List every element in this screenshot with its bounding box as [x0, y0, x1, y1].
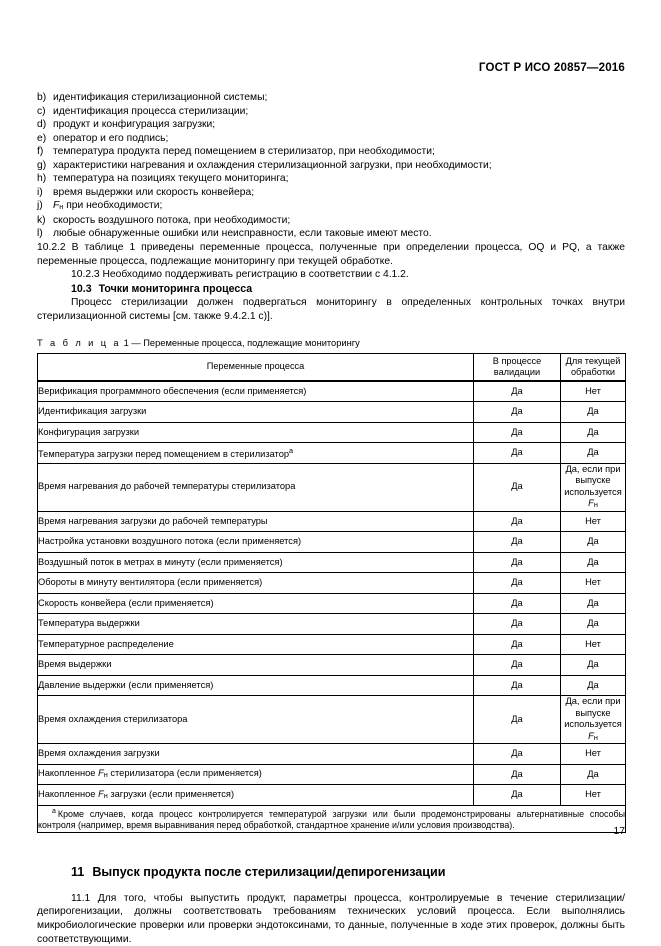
- variable-label: Скорость конвейера (если применяется): [38, 597, 214, 608]
- variable-label: Идентификация загрузки: [38, 406, 147, 417]
- variable-subscript: н: [59, 202, 64, 212]
- cell-routine-value: Да: [561, 443, 626, 464]
- cell-routine-value: Да: [561, 675, 626, 696]
- list-item-marker: i): [37, 186, 43, 198]
- footnote-reference: a: [289, 446, 294, 456]
- table-row: [38, 785, 626, 806]
- paragraph-10-2-2: 10.2.2 В таблице 1 приведены переменные процесса, полученные при определении процесса, OQ и PQ, а также переменные процесса, подлежащие мониторингу при текущей обработке.: [37, 242, 625, 267]
- cell-validation-value: Да: [474, 443, 561, 464]
- table-body: [38, 381, 626, 806]
- cell-routine-value: Нет: [561, 381, 626, 402]
- list-item-label: идентификация стерилизационной системы;: [53, 92, 268, 103]
- variable-label: Время нагревания загрузки до рабочей температуры: [38, 515, 268, 526]
- cell-validation-value: Да: [474, 785, 561, 806]
- table-row: [38, 422, 626, 443]
- list-item-marker: c): [37, 105, 46, 117]
- variable-subscript: н: [103, 770, 108, 780]
- table-row: [38, 381, 626, 402]
- table-footnote: [38, 805, 626, 832]
- cell-routine-value: Нет: [561, 573, 626, 594]
- list-item-label: температура продукта перед помещением в стерилизатор, при необходимости;: [53, 146, 435, 158]
- cell-validation-value: Да: [474, 764, 561, 785]
- table-header: [38, 353, 626, 381]
- cell-routine-value: Нет: [561, 785, 626, 806]
- list-item-label: скорость воздушного потока, при необходимости;: [53, 214, 291, 226]
- cell-routine-value: Нет: [561, 744, 626, 765]
- cell-validation-value: Да: [474, 511, 561, 532]
- list-item-marker: l): [37, 228, 43, 240]
- heading-10-3-number: 10.3: [71, 282, 92, 295]
- heading-10-3-text: Точки мониторинга процесса: [98, 282, 253, 295]
- process-variables-table: [37, 353, 626, 833]
- table-footnote-row: [38, 805, 626, 832]
- list-item-marker: f): [37, 146, 44, 158]
- cell-routine-value: Да: [561, 614, 626, 635]
- cell-variable-name: [38, 696, 474, 744]
- variable-label: Время нагревания до рабочей температуры стерилизатора: [38, 481, 296, 492]
- list-item-marker: k): [37, 214, 46, 226]
- cell-variable-name: [38, 443, 474, 464]
- routine-value-text: Да, если при выпуске используется: [564, 696, 622, 730]
- table-caption-text: Переменные процесса, подлежащие мониторингу: [143, 337, 360, 348]
- variable-label: Воздушный поток в метрах в минуту (если применяется): [38, 556, 283, 567]
- list-item: [37, 199, 625, 214]
- table-row: [38, 552, 626, 573]
- cell-routine-value: [561, 696, 626, 744]
- standard-header: ГОСТ Р ИСО 20857—2016: [478, 62, 625, 74]
- cell-routine-value: Нет: [561, 634, 626, 655]
- variable-label: Время охлаждения стерилизатора: [38, 713, 188, 724]
- footnote-marker: a: [52, 807, 56, 815]
- cell-variable-name: [38, 764, 474, 785]
- cell-routine-value: Да: [561, 422, 626, 443]
- variable-label: Давление выдержки (если применяется): [38, 679, 214, 690]
- cell-validation-value: Да: [474, 634, 561, 655]
- cell-variable-name: [38, 511, 474, 532]
- list-item-marker: j): [37, 200, 43, 212]
- variable-label: Температурное распределение: [38, 638, 174, 649]
- variable-label: Время охлаждения загрузки: [38, 748, 160, 759]
- variable-label: Температура выдержки: [38, 618, 140, 629]
- cell-routine-value: [561, 463, 626, 511]
- variable-label-tail: загрузки (если применяется): [107, 788, 235, 799]
- column-header-variable: Переменные процесса: [38, 353, 474, 381]
- variable-symbol: $F_н$: [588, 498, 598, 510]
- paragraph-11-1: 11.1 Для того, чтобы выпустить продукт, параметры процесса, контролируемые в течение стерилизации/депирогенизации, должны соответствовать требованиям технических условий процесса. Если выполнялись микробиологические проверки или проверки эндотоксинами, то данные, полученные в ходе этих проверок, должны быть соответствующими.: [37, 892, 625, 945]
- table-row: [38, 573, 626, 594]
- table-row: [38, 443, 626, 464]
- paragraph-10-3-body: Процесс стерилизации должен подвергаться мониторингу в определенных контрольных точках внутри стерилизационной системы [см. также 9.4.2.1 c)].: [37, 297, 625, 322]
- variable-label: Верификация программного обеспечения (если применяется): [38, 385, 307, 396]
- heading-10-3: [37, 283, 625, 297]
- variable-label-tail: стерилизатора (если применяется): [107, 768, 262, 779]
- list-item: [37, 172, 625, 186]
- variable-label: Настройка установки воздушного потока (если применяется): [38, 536, 302, 547]
- cell-variable-name: [38, 573, 474, 594]
- variable-subscript: н: [593, 500, 598, 510]
- cell-validation-value: Да: [474, 744, 561, 765]
- cell-variable-name: [38, 593, 474, 614]
- table-caption-label: Т а б л и ц а: [37, 337, 121, 348]
- table-header-row: [38, 353, 626, 381]
- column-header-routine: Для текущей обработки: [561, 353, 626, 381]
- variable-label: Накопленное: [38, 788, 96, 799]
- cell-validation-value: Да: [474, 463, 561, 511]
- cell-routine-value: Да: [561, 764, 626, 785]
- paragraph-10-2-3: 10.2.3 Необходимо поддерживать регистрацию в соответствии с 4.1.2.: [71, 269, 409, 281]
- table-row: [38, 402, 626, 423]
- cell-routine-value: Нет: [561, 511, 626, 532]
- heading-11-text: Выпуск продукта после стерилизации/депирогенизации: [92, 864, 446, 879]
- cell-routine-value: Да: [561, 655, 626, 676]
- cell-validation-value: Да: [474, 381, 561, 402]
- table-caption-dash: —: [131, 337, 141, 348]
- cell-validation-value: Да: [474, 422, 561, 443]
- variable-label: Температура загрузки перед помещением в стерилизатор: [38, 449, 290, 460]
- list-item-marker: g): [37, 159, 47, 171]
- page-number: 17: [613, 826, 625, 837]
- routine-value-text: Да, если при выпуске используется: [564, 463, 622, 497]
- list-item-label: любые обнаруженные ошибки или неисправности, если таковые имеют место.: [53, 228, 432, 240]
- table-row: [38, 593, 626, 614]
- enumerated-list: [37, 91, 625, 241]
- cell-variable-name: [38, 655, 474, 676]
- table-row: [38, 744, 626, 765]
- page-content: [37, 91, 625, 946]
- cell-validation-value: Да: [474, 552, 561, 573]
- cell-variable-name: [38, 675, 474, 696]
- list-item-label: идентификация процесса стерилизации;: [53, 105, 249, 117]
- cell-variable-name: [38, 381, 474, 402]
- cell-variable-name: [38, 422, 474, 443]
- cell-validation-value: Да: [474, 573, 561, 594]
- table-row: [38, 655, 626, 676]
- variable-label: Время выдержки: [38, 659, 112, 670]
- list-item: [37, 227, 625, 241]
- list-item-label: температура на позициях текущего мониторинга;: [53, 173, 289, 185]
- list-item-label: продукт и конфигурация загрузки;: [53, 119, 216, 131]
- cell-routine-value: Да: [561, 593, 626, 614]
- cell-variable-name: [38, 785, 474, 806]
- variable-symbol: $F_н$: [98, 768, 108, 780]
- table-caption: [37, 337, 625, 349]
- heading-11-number: 11: [71, 864, 85, 879]
- cell-variable-name: [38, 744, 474, 765]
- list-item-label: характеристики нагревания и охлаждения стерилизационной загрузки, при необходимости;: [53, 159, 492, 171]
- table-row: [38, 634, 626, 655]
- cell-routine-value: Да: [561, 402, 626, 423]
- table-row: [38, 764, 626, 785]
- list-item: [37, 132, 625, 146]
- list-item-marker: d): [37, 119, 47, 131]
- cell-validation-value: Да: [474, 655, 561, 676]
- variable-subscript: н: [103, 790, 108, 800]
- table-row: [38, 532, 626, 553]
- list-item: [37, 91, 625, 105]
- list-item-marker: b): [37, 92, 47, 103]
- footnote-text: Кроме случаев, когда процесс контролируется температурой загрузки или были продемонстрированы альтернативные способы контроля (например, время выравнивания перед обработкой, стандартное хранение и/или условия производства).: [38, 808, 625, 831]
- variable-subscript: н: [593, 732, 598, 742]
- variable-symbol: $F_н$: [588, 730, 598, 742]
- table-row: [38, 614, 626, 635]
- cell-variable-name: [38, 614, 474, 635]
- variable-label: Накопленное: [38, 768, 96, 779]
- table-row: [38, 675, 626, 696]
- table-row: [38, 511, 626, 532]
- list-item-label: при необходимости;: [63, 200, 163, 212]
- list-item: [37, 118, 625, 132]
- cell-routine-value: Да: [561, 532, 626, 553]
- cell-validation-value: Да: [474, 675, 561, 696]
- variable-symbol: $F_н$: [53, 200, 64, 212]
- column-header-validation: В процессе валидации: [474, 353, 561, 381]
- heading-11: [37, 864, 625, 880]
- cell-variable-name: [38, 634, 474, 655]
- list-item: [37, 186, 625, 200]
- cell-variable-name: [38, 402, 474, 423]
- cell-validation-value: Да: [474, 614, 561, 635]
- cell-variable-name: [38, 552, 474, 573]
- variable-symbol: $F_н$: [98, 788, 108, 800]
- cell-validation-value: Да: [474, 593, 561, 614]
- cell-validation-value: Да: [474, 532, 561, 553]
- list-item: [37, 214, 625, 228]
- cell-variable-name: [38, 532, 474, 553]
- list-item: [37, 145, 625, 159]
- variable-label: Конфигурация загрузки: [38, 426, 140, 437]
- list-item-label: время выдержки или скорость конвейера;: [53, 186, 255, 198]
- table-footer: [38, 805, 626, 832]
- cell-validation-value: Да: [474, 696, 561, 744]
- variable-label: Обороты в минуту вентилятора (если применяется): [38, 577, 263, 588]
- cell-validation-value: Да: [474, 402, 561, 423]
- list-item: [37, 105, 625, 119]
- list-item: [37, 159, 625, 173]
- list-item-marker: e): [37, 132, 47, 144]
- table-caption-number: 1: [123, 337, 129, 348]
- list-item-label: оператор и его подпись;: [53, 132, 169, 144]
- table-row: [38, 463, 626, 511]
- cell-routine-value: Да: [561, 552, 626, 573]
- table-row: [38, 696, 626, 744]
- cell-variable-name: [38, 463, 474, 511]
- list-item-marker: h): [37, 173, 47, 185]
